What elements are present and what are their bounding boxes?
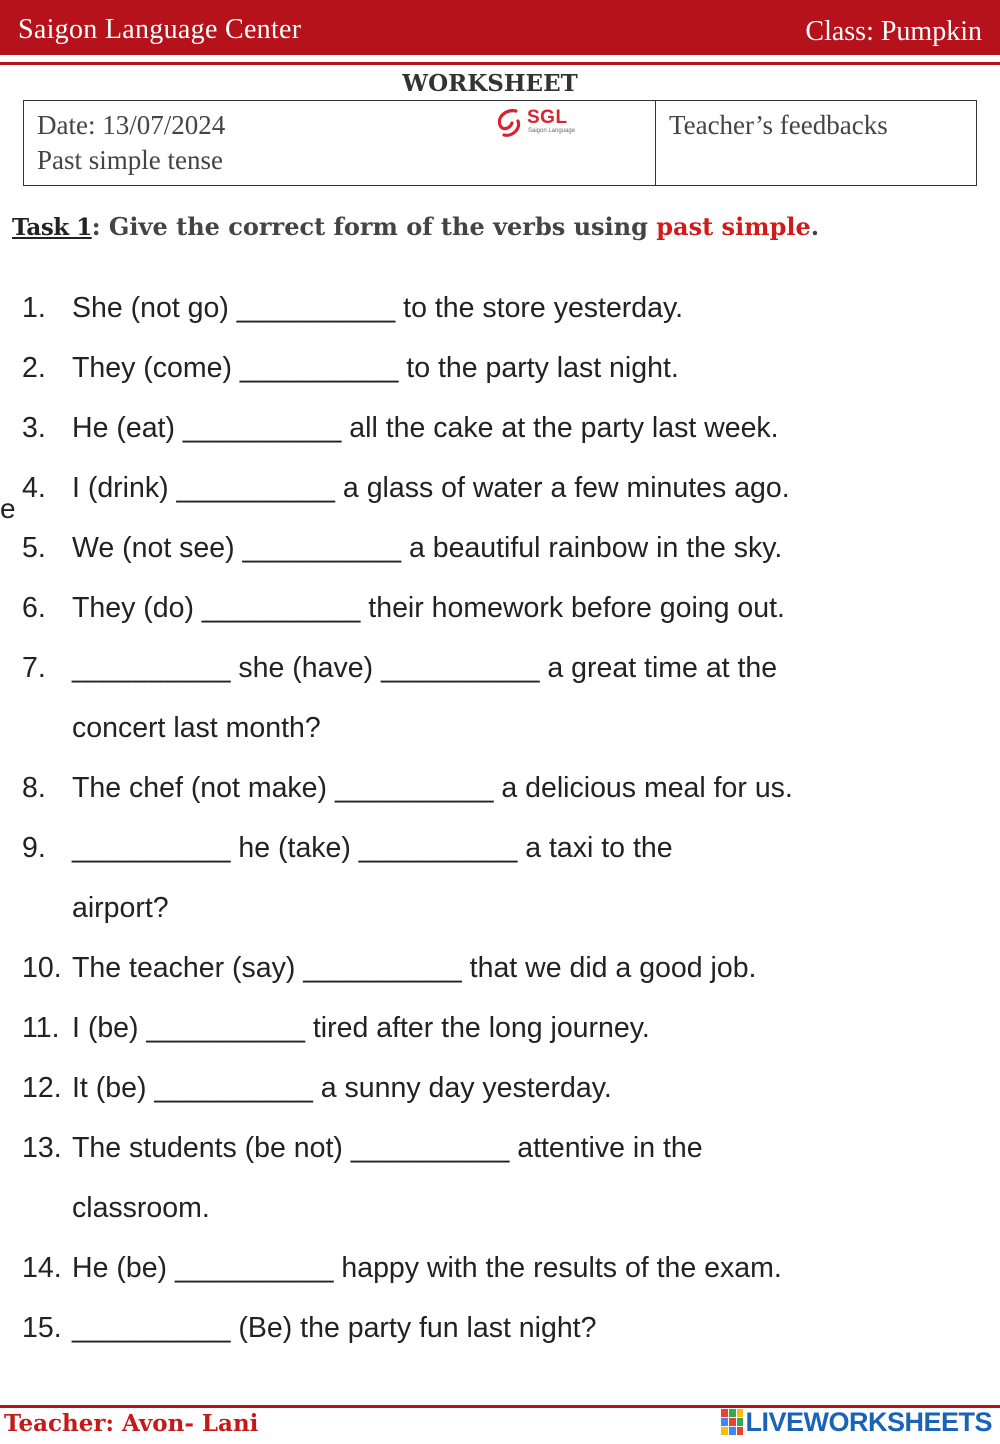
item-number: 13.: [22, 1132, 62, 1164]
sgl-logo: [494, 107, 594, 139]
item-text: We (not see) __________ a beautiful rainbow in the sky.: [72, 532, 783, 564]
item-number: 5.: [22, 532, 46, 564]
liveworksheets-logo: [721, 1405, 992, 1439]
item-number: 15.: [22, 1312, 62, 1344]
logo-subtext: Saigon Language: [528, 128, 576, 134]
item-text: They (come) __________ to the party last night.: [72, 352, 679, 384]
header-divider: [0, 62, 1000, 65]
feedback-cell: [656, 101, 976, 185]
class-label: Class: Pumpkin: [805, 16, 982, 47]
item-text: airport?: [72, 892, 169, 924]
item-text: The chef (not make) __________ a delicious meal for us.: [72, 772, 793, 804]
task-end: .: [810, 212, 820, 241]
item-text: I (drink) __________ a glass of water a few minutes ago.: [72, 472, 790, 504]
item-number: 6.: [22, 592, 46, 624]
worksheet-title: WORKSHEET: [402, 70, 578, 97]
item-number: 2.: [22, 352, 46, 384]
liveworksheets-wordmark: LIVEWORKSHEETS: [745, 1406, 992, 1437]
item-number: 12.: [22, 1072, 62, 1104]
item-number: 1.: [22, 292, 46, 324]
item-text: I (be) __________ tired after the long journey.: [72, 1012, 650, 1044]
task-label: Task 1: [12, 214, 92, 241]
center-name: Saigon Language Center: [18, 14, 302, 45]
feedback-label: Teacher’s feedbacks: [669, 110, 888, 140]
item-number: 11.: [22, 1012, 60, 1044]
item-text: The teacher (say) __________ that we did a good job.: [72, 952, 757, 984]
teacher-name: Teacher: Avon- Lani: [4, 1410, 259, 1437]
task-highlight: past simple: [656, 212, 811, 241]
date-text: Date: 13/07/2024: [37, 110, 226, 140]
item-text: __________ she (have) __________ a great time at the: [72, 652, 778, 684]
item-text: He (eat) __________ all the cake at the party last week.: [72, 412, 779, 444]
item-text: __________ (Be) the party fun last night?: [72, 1312, 597, 1344]
item-text: classroom.: [72, 1192, 210, 1224]
item-text: __________ he (take) __________ a taxi to the: [72, 832, 673, 864]
item-number: 14.: [22, 1252, 62, 1284]
info-details: [24, 101, 656, 185]
task-instruction: [12, 212, 819, 241]
info-box: [23, 100, 977, 186]
item-number: 4.: [22, 472, 46, 504]
task-colon: :: [91, 212, 101, 241]
item-text: concert last month?: [72, 712, 321, 744]
item-number: 10.: [22, 952, 62, 984]
topic-text: Past simple tense: [37, 145, 223, 175]
item-text: It (be) __________ a sunny day yesterday.: [72, 1072, 612, 1104]
item-number: 8.: [22, 772, 46, 804]
item-text: They (do) __________ their homework before going out.: [72, 592, 785, 624]
stray-character: e: [0, 493, 16, 524]
item-number: 3.: [22, 412, 46, 444]
item-text: He (be) __________ happy with the results of the exam.: [72, 1252, 782, 1284]
item-number: 7.: [22, 652, 46, 684]
sgl-logo-icon: [494, 107, 524, 139]
item-text: The students (be not) __________ attentive in the: [72, 1132, 703, 1164]
item-number: 9.: [22, 832, 46, 864]
liveworksheets-grid-icon: [721, 1409, 743, 1435]
header-bar: [0, 0, 1000, 55]
logo-text: SGL: [527, 107, 568, 128]
item-text: She (not go) __________ to the store yesterday.: [72, 292, 684, 324]
task-text: Give the correct form of the verbs using: [100, 212, 657, 241]
